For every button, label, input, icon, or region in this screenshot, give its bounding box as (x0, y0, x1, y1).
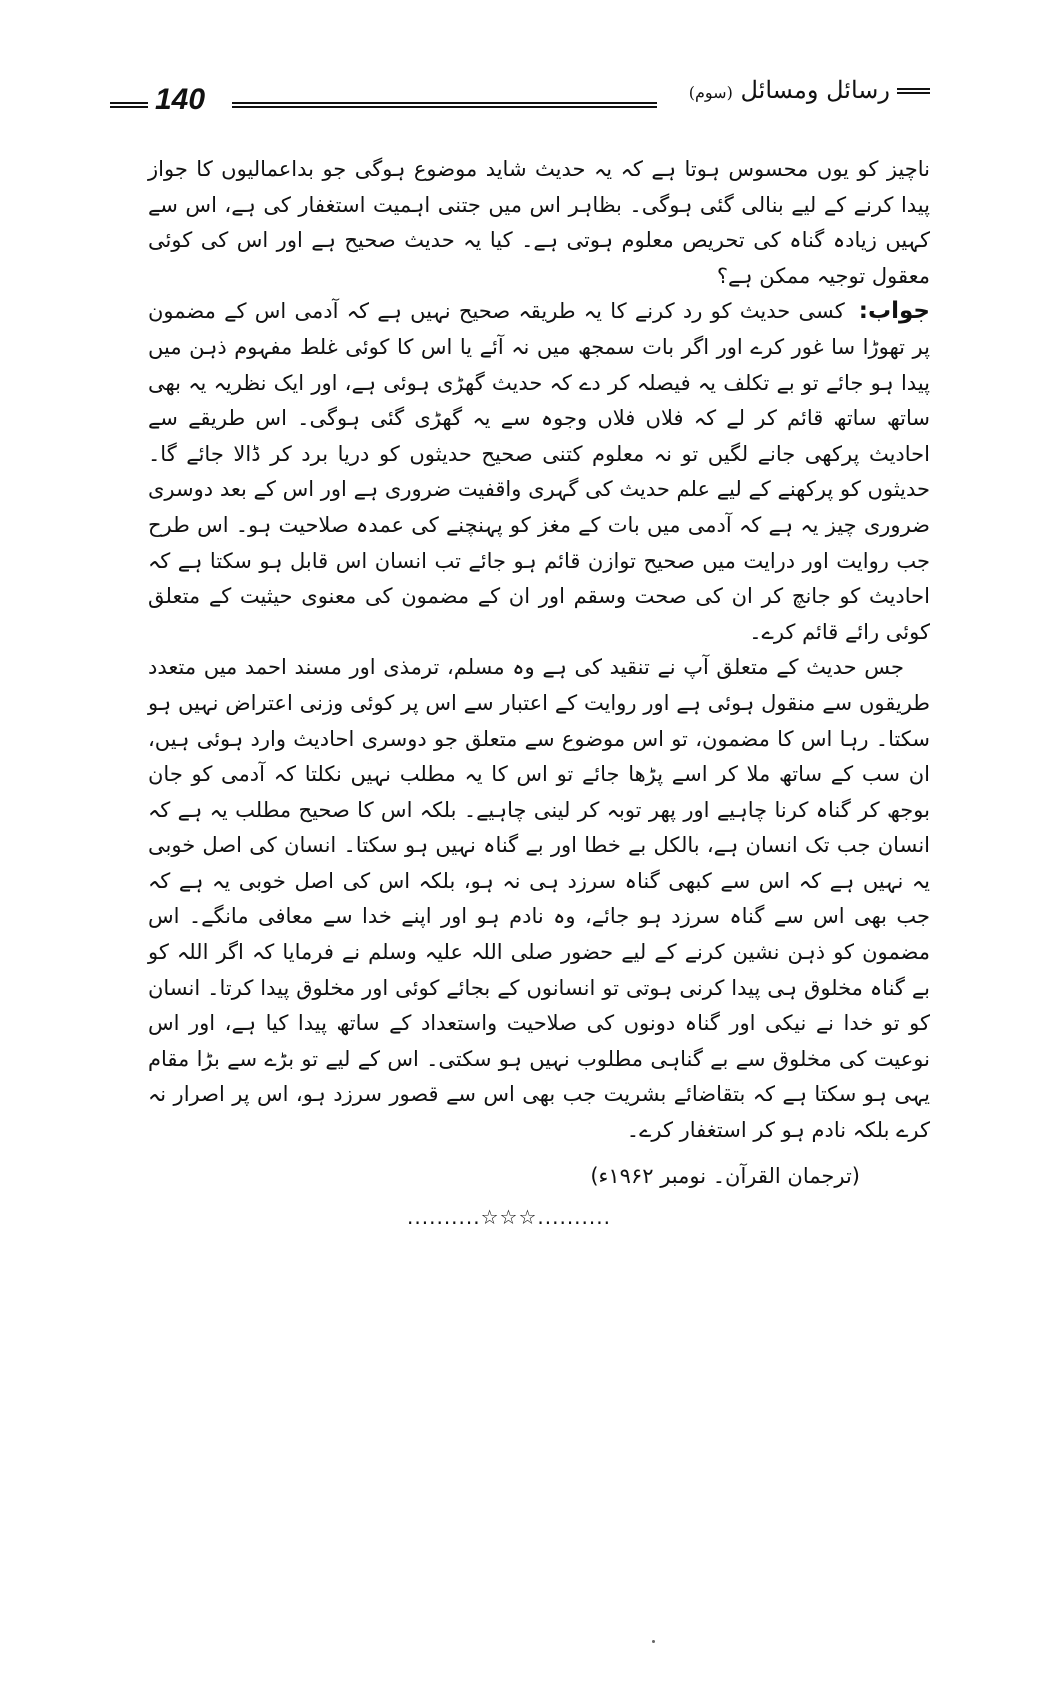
answer-text: کسی حدیث کو رد کرنے کا یہ طریقہ صحیح نہیں ہے کہ آدمی اس کے مضمون پر تھوڑا سا غور کرے اور اگر بات سمجھ میں نہ آئے یا اس کا کوئی غلط مفہوم ذہن میں پیدا ہو جائے تو بے تکلف یہ فیصلہ کر دے کہ حدیث گھڑی ہوئی ہے، اور ایک نظریہ یہ بھی ساتھ ساتھ قائم کر لے کہ فلاں فلاں وجوہ سے یہ گھڑی گئی ہوگی۔ اس طریقے سے احادیث پرکھی جانے لگیں تو نہ معلوم کتنی صحیح حدیثوں کو دریا برد کر ڈالا جائے گا۔ حدیثوں کو پرکھنے کے لیے علم حدیث کی گہری واقفیت ضروری ہے اور اس کے بعد دوسری ضروری چیز یہ ہے کہ آدمی میں بات کے مغز کو پہنچنے کی عمدہ صلاحیت ہو۔ اس طرح جب روایت اور درایت میں صحیح توازن قائم ہو جائے تب انسان اس قابل ہو سکتا ہے کہ احادیث کو جانچ کر ان کی صحت وسقم اور ان کے مضمون کی معنوی حیثیت کے متعلق کوئی رائے قائم کرے۔ (148, 299, 930, 644)
citation: (ترجمان القرآن۔ نومبر ۱۹۶۲ء) (590, 1163, 860, 1188)
page-body (148, 152, 930, 1236)
header-rule-left (110, 102, 148, 108)
answer-label: جواب: (858, 298, 930, 325)
volume-label: (سوم) (688, 83, 733, 102)
book-title: رسائل ومسائل (740, 76, 890, 104)
running-title (665, 70, 890, 113)
page-number: 140 (155, 83, 206, 116)
header-rule-middle (232, 102, 657, 108)
page-header (110, 76, 930, 130)
scan-speck (652, 1640, 655, 1643)
section-separator: ..........☆☆☆.......... (407, 1205, 611, 1230)
question-paragraph: ناچیز کو یوں محسوس ہوتا ہے کہ یہ حدیث شاید موضوع ہوگی جو بداعمالیوں کا جواز پیدا کرنے کے لیے بنالی گئی ہوگی۔ بظاہر اس میں جتنی اہمیت استغفار کی ہے، اس سے کہیں زیادہ گناہ کی تحریص معلوم ہوتی ہے۔ کیا یہ حدیث صحیح ہے اور اس کی کوئی معقول توجیہ ممکن ہے؟ (148, 157, 930, 288)
header-rule-right (897, 88, 930, 94)
answer-paragraph-2: جس حدیث کے متعلق آپ نے تنقید کی ہے وہ مسلم، ترمذی اور مسند احمد میں متعدد طریقوں سے منقول ہوئی ہے اور روایت کے اعتبار سے اس پر کوئی وزنی اعتراض نہیں ہو سکتا۔ رہا اس کا مضمون، تو اس موضوع سے متعلق جو دوسری احادیث وارد ہوئی ہیں، ان سب کے ساتھ ملا کر اسے پڑھا جائے تو اس کا یہ مطلب نہیں نکلتا کہ آدمی کو جان بوجھ کر گناہ کرنا چاہیے اور پھر توبہ کر لینی چاہیے۔ بلکہ اس کا صحیح مطلب یہ ہے کہ انسان جب تک انسان ہے، بالکل بے خطا اور بے گناہ نہیں ہو سکتا۔ انسان کی اصل خوبی یہ نہیں ہے کہ اس سے کبھی گناہ سرزد ہی نہ ہو، بلکہ اس کی اصل خوبی یہ ہے کہ جب بھی اس سے گناہ سرزد ہو جائے، وہ نادم ہو اور اپنے خدا سے معافی مانگے۔ اس مضمون کو ذہن نشین کرنے کے لیے حضور صلی اللہ علیہ وسلم نے فرمایا کہ اگر اللہ کو بے گناہ مخلوق ہی پیدا کرنی ہوتی تو انسانوں کے بجائے کوئی اور مخلوق پیدا کرتا۔ انسان کو تو خدا نے نیکی اور گناہ دونوں کی صلاحیت واستعداد کے ساتھ پیدا کیا ہے، اور اس نوعیت کی مخلوق سے بے گناہی مطلوب نہیں ہو سکتی۔ اس کے لیے تو بڑے سے بڑا مقام یہی ہو سکتا ہے کہ بتقاضائے بشریت جب بھی اس سے قصور سرزد ہو، اس پر اصرار نہ کرے بلکہ نادم ہو کر استغفار کرے۔ (148, 655, 930, 1143)
answer-paragraph (148, 294, 930, 650)
